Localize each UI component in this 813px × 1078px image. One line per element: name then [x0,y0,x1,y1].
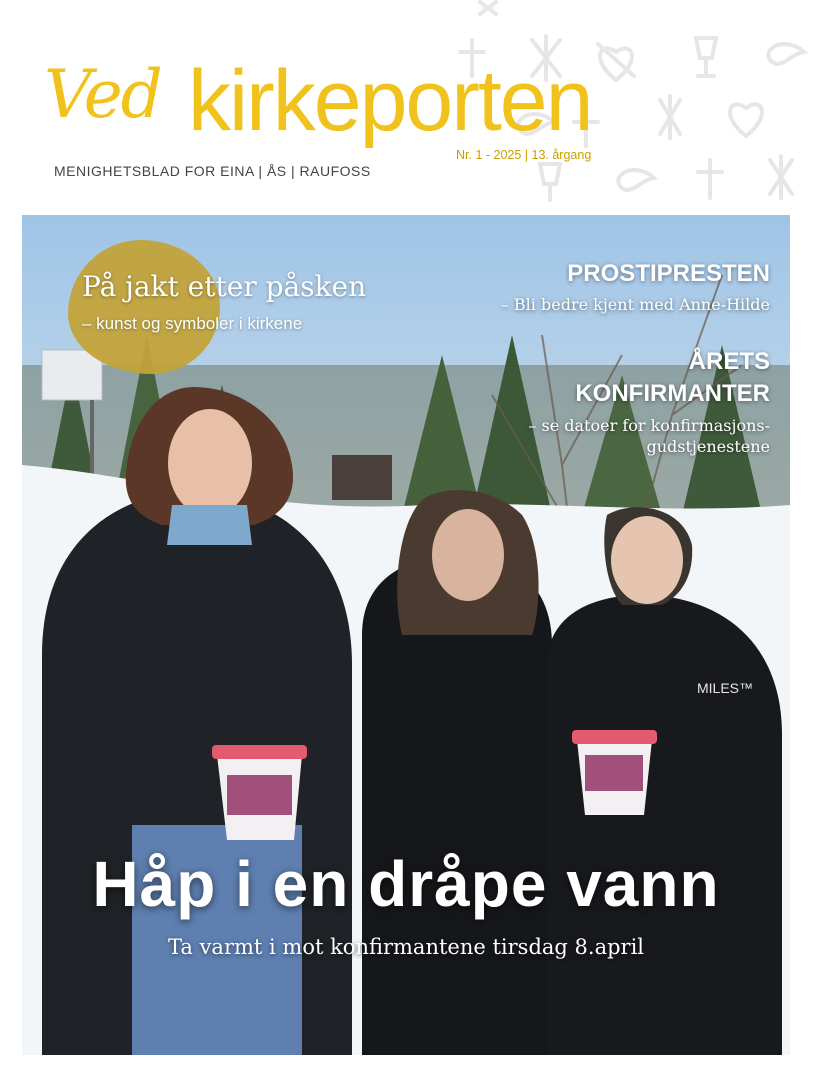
teaser-easter-subtitle: – kunst og symboler i kirkene [82,314,303,333]
star-cross-icon [480,2,496,14]
heart-cross-icon [730,104,762,136]
teaser-easter-title: På jakt etter påsken [82,270,367,303]
person-middle [362,490,552,1055]
teaser-confirmands-heading-1: ÅRETS [688,348,770,375]
collection-cup-left [212,745,307,840]
teaser-confirmands-subtitle-1: – se datoer for konfirmasjons- [528,416,770,435]
hoodie-text: MILES™ [697,680,754,696]
teaser-confirmands-heading-2: KONFIRMANTER [575,380,770,407]
cover-photo [22,215,790,1055]
teaser-blob [68,240,220,374]
collection-cup-right [572,730,657,815]
masthead-title: kirkeporten [188,53,592,149]
chalice-icon [540,164,560,200]
dove-icon [768,44,804,64]
issue-info: Nr. 1 - 2025 | 13. årgang [456,148,592,162]
teaser-dean-heading: PROSTIPRESTEN [567,260,770,287]
cross-icon [698,160,722,198]
cover-tagline: Ta varmt i mot konfirmantene tirsdag 8.april [168,935,644,959]
teaser-dean-subtitle: – Bli bedre kjent med Anne-Hilde [500,295,770,314]
chi-rho-icon [770,156,792,198]
star-cross-icon [660,96,680,138]
heart-cross-icon [598,44,634,80]
chalice-icon [696,38,716,76]
masthead-prefix: Ved [44,56,161,133]
cover-headline: Håp i en dråpe vann [92,848,720,920]
teaser-confirmands-subtitle-2: gudstjenestene [646,437,770,456]
dove-icon [618,170,654,190]
masthead-subtitle: MENIGHETSBLAD FOR EINA | ÅS | RAUFOSS [54,163,371,179]
